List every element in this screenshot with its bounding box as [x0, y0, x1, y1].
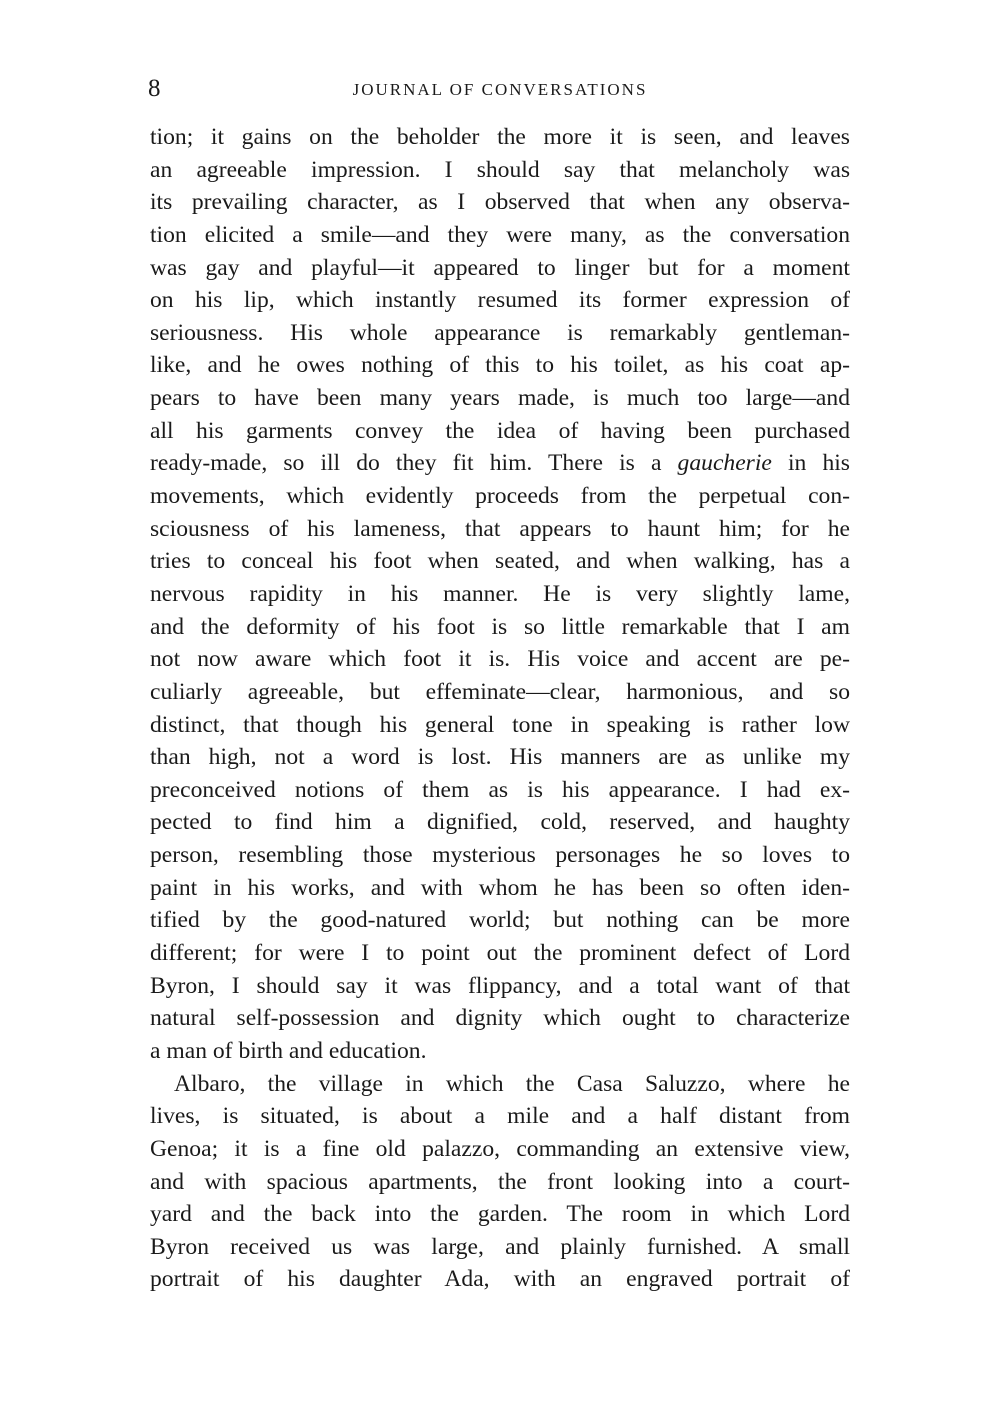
text-line: tified by the good-natured world; but nothing can be more: [150, 907, 850, 934]
text-line: portrait of his daughter Ada, with an engraved portrait of: [150, 1266, 850, 1293]
text-line: yard and the back into the garden. The room in which Lord: [150, 1201, 850, 1228]
text-line: Genoa; it is a fine old palazzo, commanding an extensive view,: [150, 1135, 850, 1162]
text-line: tion elicited a smile—and they were many, as the conversation: [150, 221, 850, 248]
italic-word: gaucherie: [677, 450, 772, 477]
text-line: pected to find him a dignified, cold, reserved, and haughty: [150, 809, 850, 836]
text-line: and with spacious apartments, the front looking into a court-: [150, 1168, 850, 1195]
text-line: different; for were I to point out the prominent defect of Lord: [150, 940, 850, 967]
text-line: nervous rapidity in his manner. He is very slightly lame,: [150, 580, 850, 607]
text-line: on his lip, which instantly resumed its former expression of: [150, 287, 850, 314]
text-line: paint in his works, and with whom he has been so often iden-: [150, 874, 850, 901]
text-line: was gay and playful—it appeared to linger but for a moment: [150, 254, 850, 281]
text-line: not now aware which foot it is. His voice and accent are pe-: [150, 646, 850, 673]
text-line: an agreeable impression. I should say that melancholy was: [150, 156, 850, 183]
text-line: than high, not a word is lost. His manners are as unlike my: [150, 744, 850, 771]
text-line: its prevailing character, as I observed that when any observa-: [150, 189, 850, 216]
text-line: lives, is situated, is about a mile and a half distant from: [150, 1103, 850, 1130]
text-line: person, resembling those mysterious personages he so loves to: [150, 842, 850, 869]
body-text: [150, 121, 850, 1296]
paragraph-1: [150, 121, 850, 1068]
text-line: seriousness. His whole appearance is remarkably gentleman-: [150, 319, 850, 346]
paragraph-2: [150, 1068, 850, 1296]
text-line: like, and he owes nothing of this to his toilet, as his coat ap-: [150, 352, 850, 379]
text-line: all his garments convey the idea of having been purchased: [150, 417, 850, 444]
text-line: Albaro, the village in which the Casa Saluzzo, where he: [174, 1070, 850, 1097]
text-line-with-italic: [150, 447, 850, 480]
text-line: movements, which evidently proceeds from the perpetual con-: [150, 483, 850, 510]
text-line: and the deformity of his foot is so little remarkable that I am: [150, 613, 850, 640]
text-line: Byron received us was large, and plainly furnished. A small: [150, 1233, 850, 1260]
text-line: distinct, that though his general tone in speaking is rather low: [150, 711, 850, 738]
text-line: a man of birth and education.: [150, 1037, 427, 1064]
text-line: Byron, I should say it was flippancy, and a total want of that: [150, 972, 850, 999]
text-line: culiarly agreeable, but effeminate—clear, harmonious, and so: [150, 678, 850, 705]
text-line: pears to have been many years made, is much too large—and: [150, 385, 850, 412]
text-segment: in his: [771, 450, 850, 477]
text-line: natural self-possession and dignity which ought to characterize: [150, 1005, 850, 1032]
text-line: sciousness of his lameness, that appears to haunt him; for he: [150, 515, 850, 542]
page-number: 8: [148, 75, 161, 102]
text-segment: ready-made, so ill do they fit him. There is a: [150, 450, 678, 477]
text-line: tries to conceal his foot when seated, and when walking, has a: [150, 548, 850, 575]
running-head: JOURNAL OF CONVERSATIONS: [352, 80, 648, 99]
text-line: preconceived notions of them as is his appearance. I had ex-: [150, 776, 850, 803]
text-line: tion; it gains on the beholder the more it is seen, and leaves: [150, 124, 850, 150]
